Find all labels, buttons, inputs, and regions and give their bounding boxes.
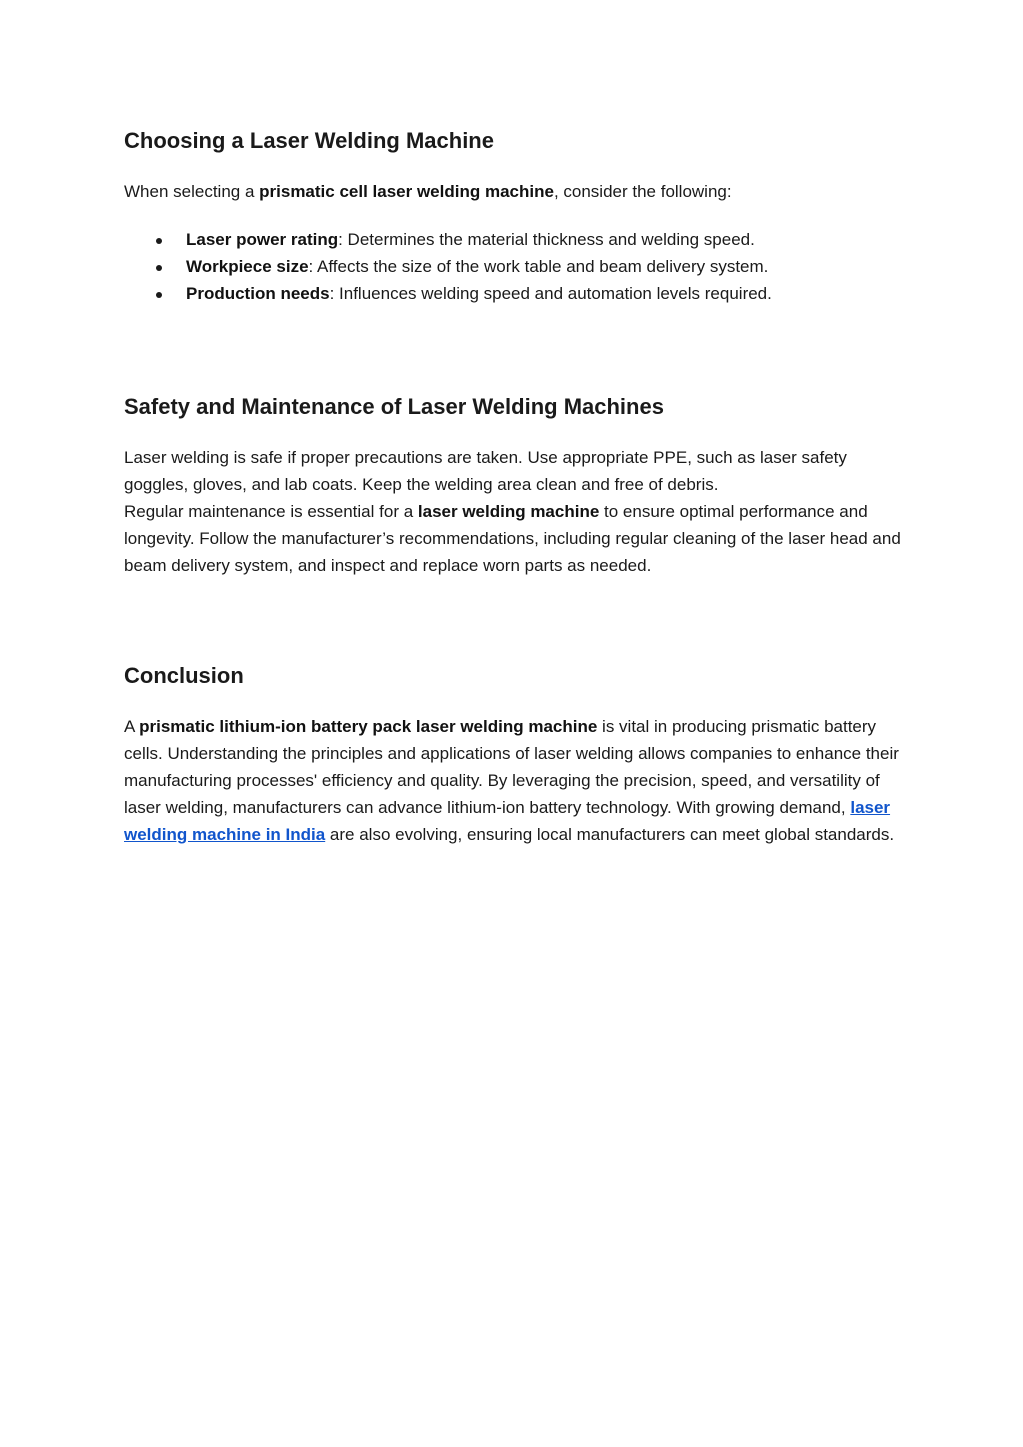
choosing-bullet-list	[124, 226, 772, 307]
conclusion-paragraph	[124, 713, 904, 848]
choosing-intro-post: , consider the following:	[553, 182, 732, 201]
list-item	[124, 226, 772, 253]
section-heading-conclusion: Conclusion	[124, 663, 244, 688]
bullet-term: Workpiece size	[186, 257, 309, 276]
bullet-text: : Determines the material thickness and welding speed.	[338, 230, 755, 249]
safety-paragraph-1: Laser welding is safe if proper precautions are taken. Use appropriate PPE, such as laser safety goggles, gloves, and lab coats. Keep the welding area clean and free of debris.	[124, 448, 847, 494]
india-laser-welding-link[interactable]: laser welding machine in India	[124, 798, 891, 844]
conclusion-post: are also evolving, ensuring local manufacturers can meet global standards.	[325, 825, 895, 844]
choosing-intro-pre: When selecting a	[124, 182, 260, 201]
conclusion-pre: A	[124, 717, 140, 736]
list-item	[124, 280, 772, 307]
safety-body	[124, 444, 904, 579]
bullet-icon	[156, 292, 162, 298]
safety-paragraph-2	[124, 498, 904, 579]
bullet-text: : Affects the size of the work table and beam delivery system.	[308, 257, 769, 276]
safety-para2-bold: laser welding machine	[417, 502, 600, 521]
bullet-term: Production needs	[186, 284, 330, 303]
bullet-text: : Influences welding speed and automation levels required.	[329, 284, 772, 303]
bullet-icon	[156, 265, 162, 271]
choosing-intro-bold: prismatic cell laser welding machine	[259, 182, 554, 201]
safety-para2-pre: Regular maintenance is essential for a	[124, 502, 418, 521]
conclusion-mid: is vital in producing prismatic battery cells. Understanding the principles and applications of laser welding allows companies to enhance their manufacturing processes' efficiency and quality. By leveraging the precision, speed, and versatility of laser welding, manufacturers can advance lithium-ion battery technology. With growing demand,	[124, 717, 899, 817]
section-heading-safety: Safety and Maintenance of Laser Welding Machines	[124, 394, 664, 419]
safety-para2-post: to ensure optimal performance and longevity. Follow the manufacturer’s recommendations, including regular cleaning of the laser head and beam delivery system, and inspect and replace worn parts as needed.	[124, 502, 901, 575]
list-item	[124, 253, 772, 280]
bullet-term: Laser power rating	[186, 230, 339, 249]
choosing-intro-paragraph	[124, 178, 904, 205]
bullet-icon	[156, 238, 162, 244]
conclusion-bold: prismatic lithium-ion battery pack laser welding machine	[139, 717, 598, 736]
section-heading-choosing: Choosing a Laser Welding Machine	[124, 128, 494, 153]
